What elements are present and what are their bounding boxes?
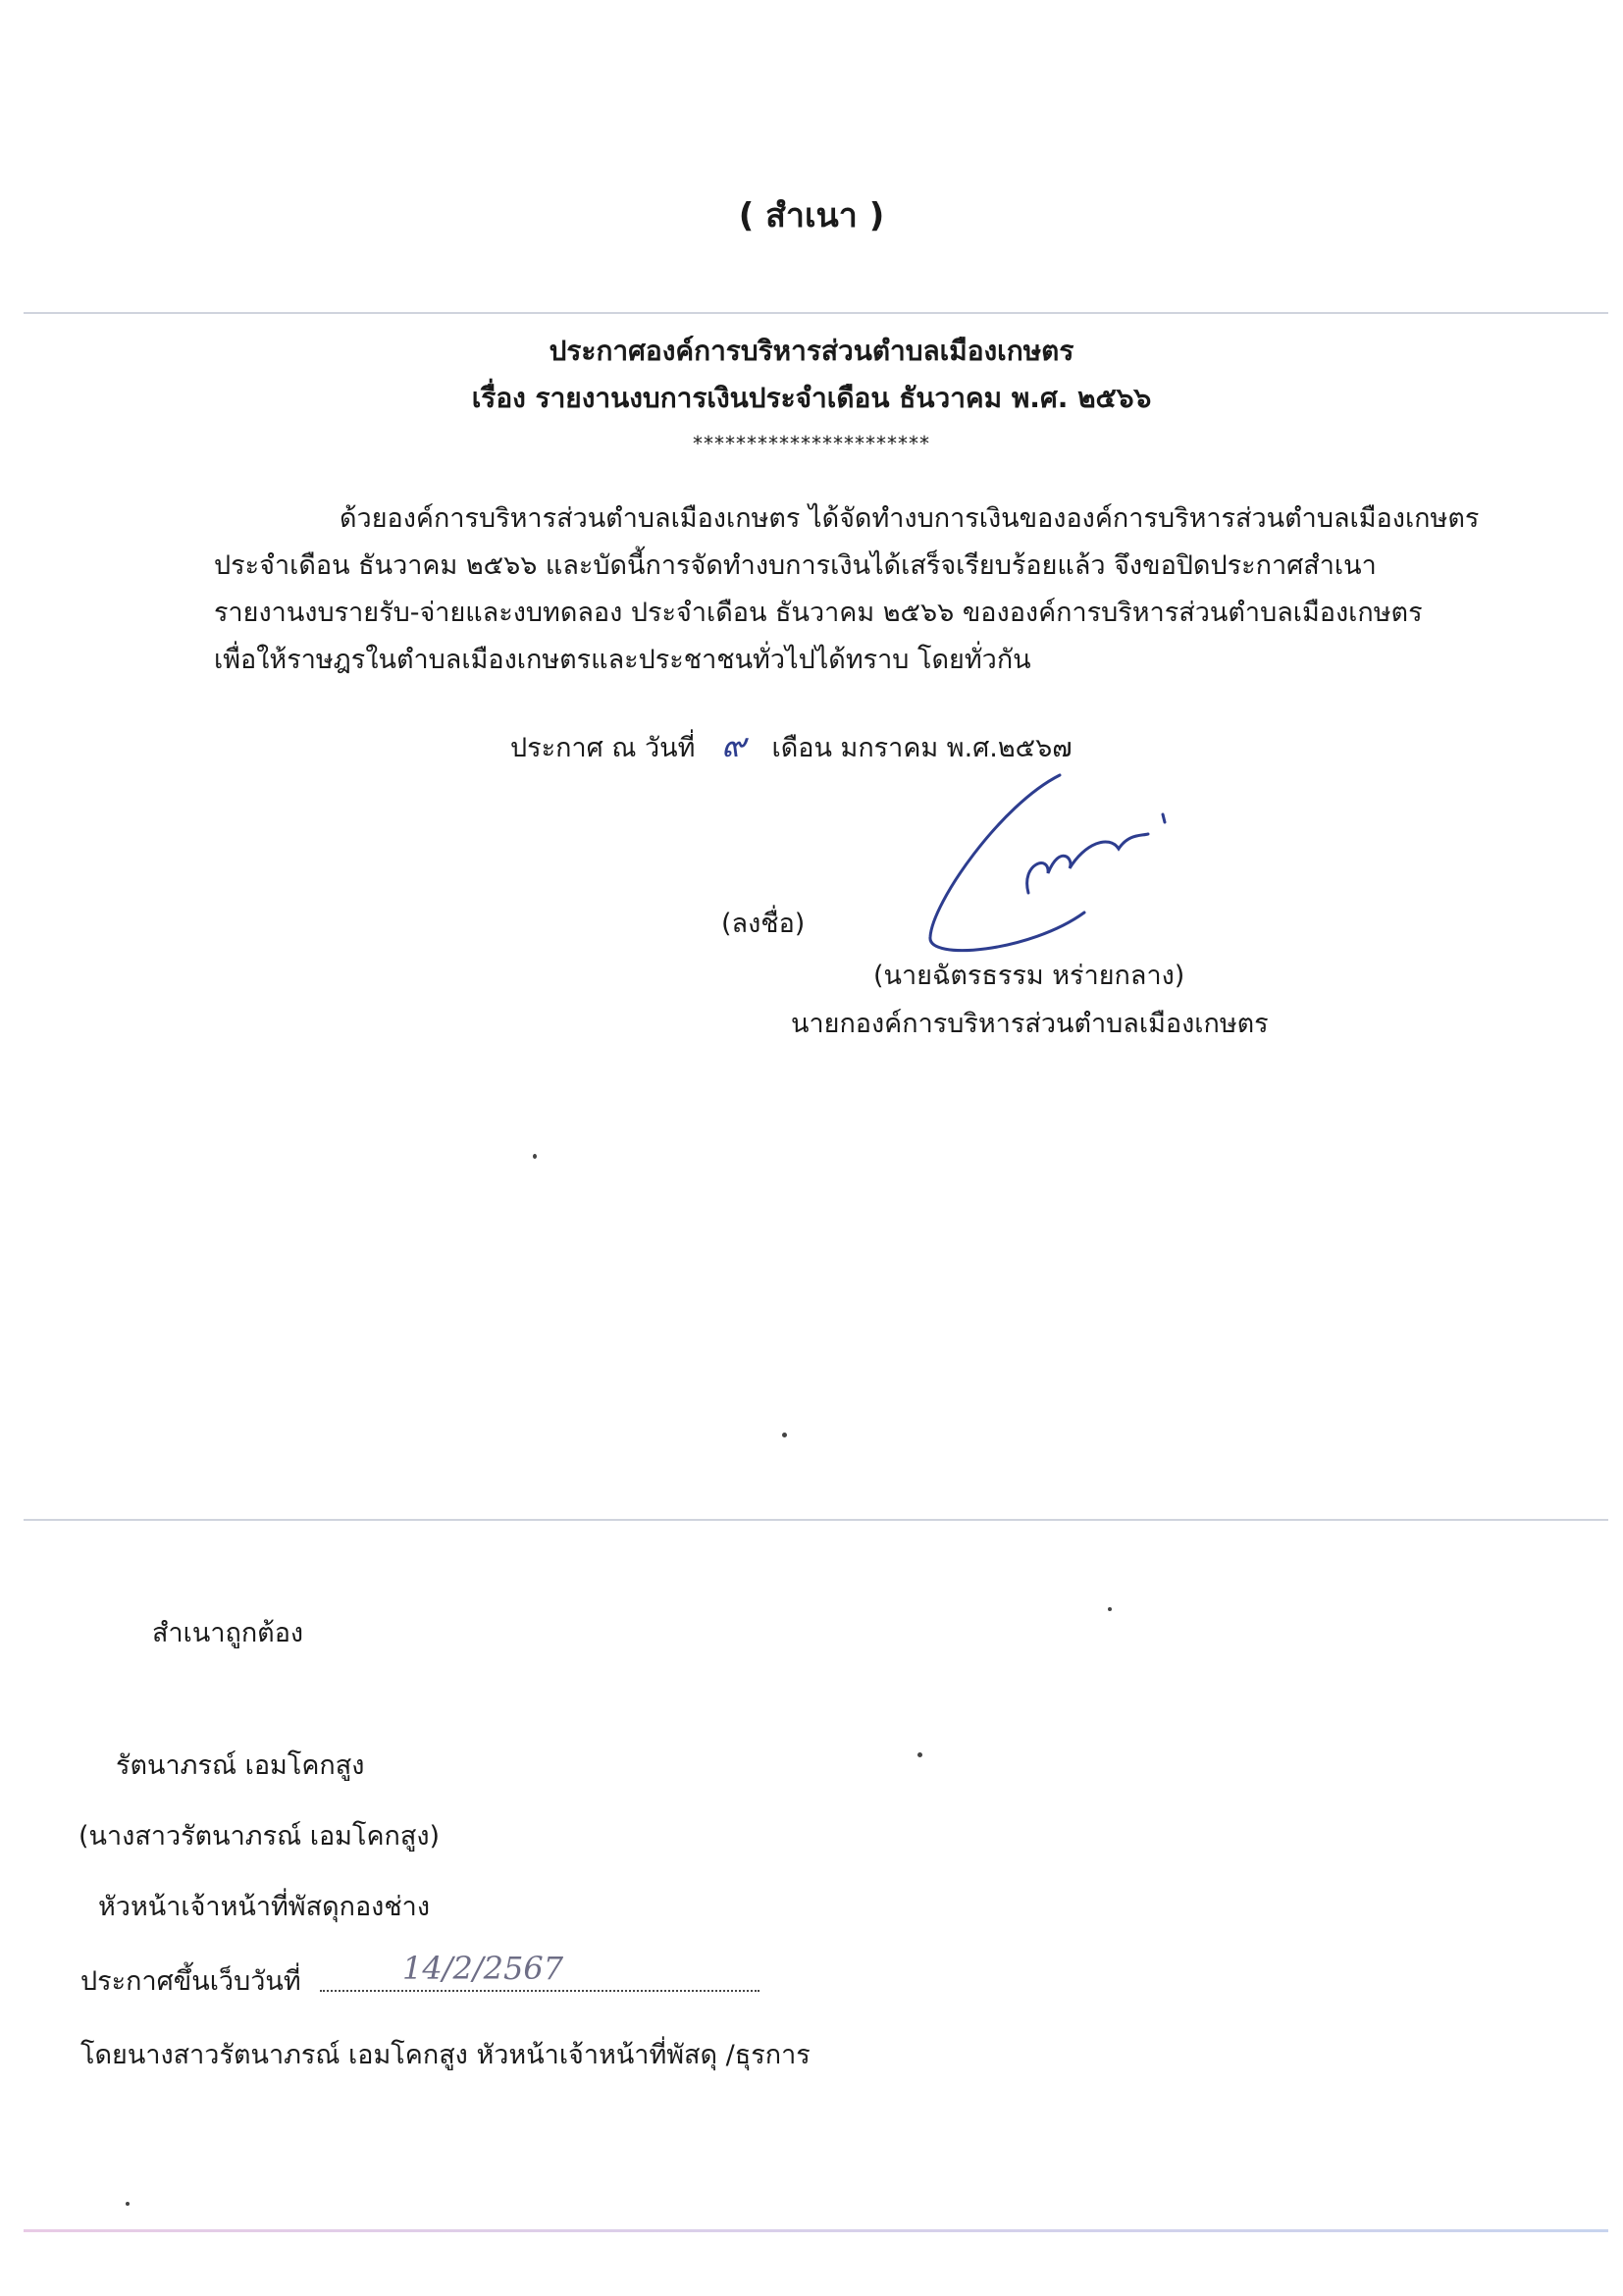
signature-scribble (913, 765, 1187, 962)
scan-speck (533, 1154, 537, 1159)
body-line: รายงานงบรายรับ-จ่ายและงบทดลอง ประจำเดือน ธันวาคม ๒๕๖๖ ขององค์การบริหารส่วนตำบลเมืองเกษตร (214, 598, 1423, 628)
announce-month: เดือน มกราคม พ.ศ.๒๕๖๗ (771, 733, 1073, 763)
certifier-signed-name: รัตนาภรณ์ เอมโคกสูง (116, 1750, 365, 1781)
scan-speck (917, 1752, 922, 1757)
middle-divider (24, 1519, 1608, 1521)
certified-copy-label: สำเนาถูกต้อง (152, 1618, 304, 1648)
announcement-subject: เรื่อง รายงานงบการเงินประจำเดือน ธันวาคม พ.ศ. ๒๕๖๖ (471, 382, 1152, 414)
copy-mark: ( สำเนา ) (738, 196, 885, 235)
posted-by-line: โดยนางสาวรัตนาภรณ์ เอมโคกสูง หัวหน้าเจ้าหน้าที่พัสดุ /ธุรการ (80, 2040, 811, 2070)
announce-date-line (510, 726, 1073, 768)
scan-speck (126, 2202, 130, 2206)
signer-name: (นายฉัตรธรรม หร่ายกลาง) (873, 961, 1185, 991)
sign-label: (ลงชื่อ) (721, 909, 806, 939)
star-separator: ********************** (693, 432, 930, 455)
certifier-position: หัวหน้าเจ้าหน้าที่พัสดุกองช่าง (98, 1892, 431, 1922)
announcement-title: ประกาศองค์การบริหารส่วนตำบลเมืองเกษตร (549, 335, 1074, 367)
scan-speck (782, 1433, 787, 1437)
top-divider (24, 312, 1608, 314)
body-line: ประจำเดือน ธันวาคม ๒๕๖๖ และบัดนี้การจัดทำงบการเงินได้เสร็จเรียบร้อยแล้ว จึงขอปิดประกาศสำเนา (214, 550, 1377, 581)
web-post-date: 14/2/2567 (402, 1950, 564, 1987)
announce-day: ๙ (721, 726, 746, 765)
web-post-date-blank (320, 1990, 759, 1992)
announce-prefix: ประกาศ ณ วันที่ (510, 733, 696, 763)
web-post-label: ประกาศขึ้นเว็บวันที่ (80, 1966, 301, 1997)
bottom-divider (24, 2229, 1608, 2232)
signer-position: นายกองค์การบริหารส่วนตำบลเมืองเกษตร (791, 1009, 1269, 1039)
body-line: ด้วยองค์การบริหารส่วนตำบลเมืองเกษตร ได้จัดทำงบการเงินขององค์การบริหารส่วนตำบลเมืองเกษตร (340, 503, 1480, 534)
certifier-full-name: (นางสาวรัตนาภรณ์ เอมโคกสูง) (79, 1821, 441, 1852)
scan-speck (1108, 1607, 1112, 1611)
announcement-body (214, 496, 1480, 684)
body-line: เพื่อให้ราษฎรในตำบลเมืองเกษตรและประชาชนทั่วไปได้ทราบ โดยทั่วกัน (214, 645, 1031, 675)
